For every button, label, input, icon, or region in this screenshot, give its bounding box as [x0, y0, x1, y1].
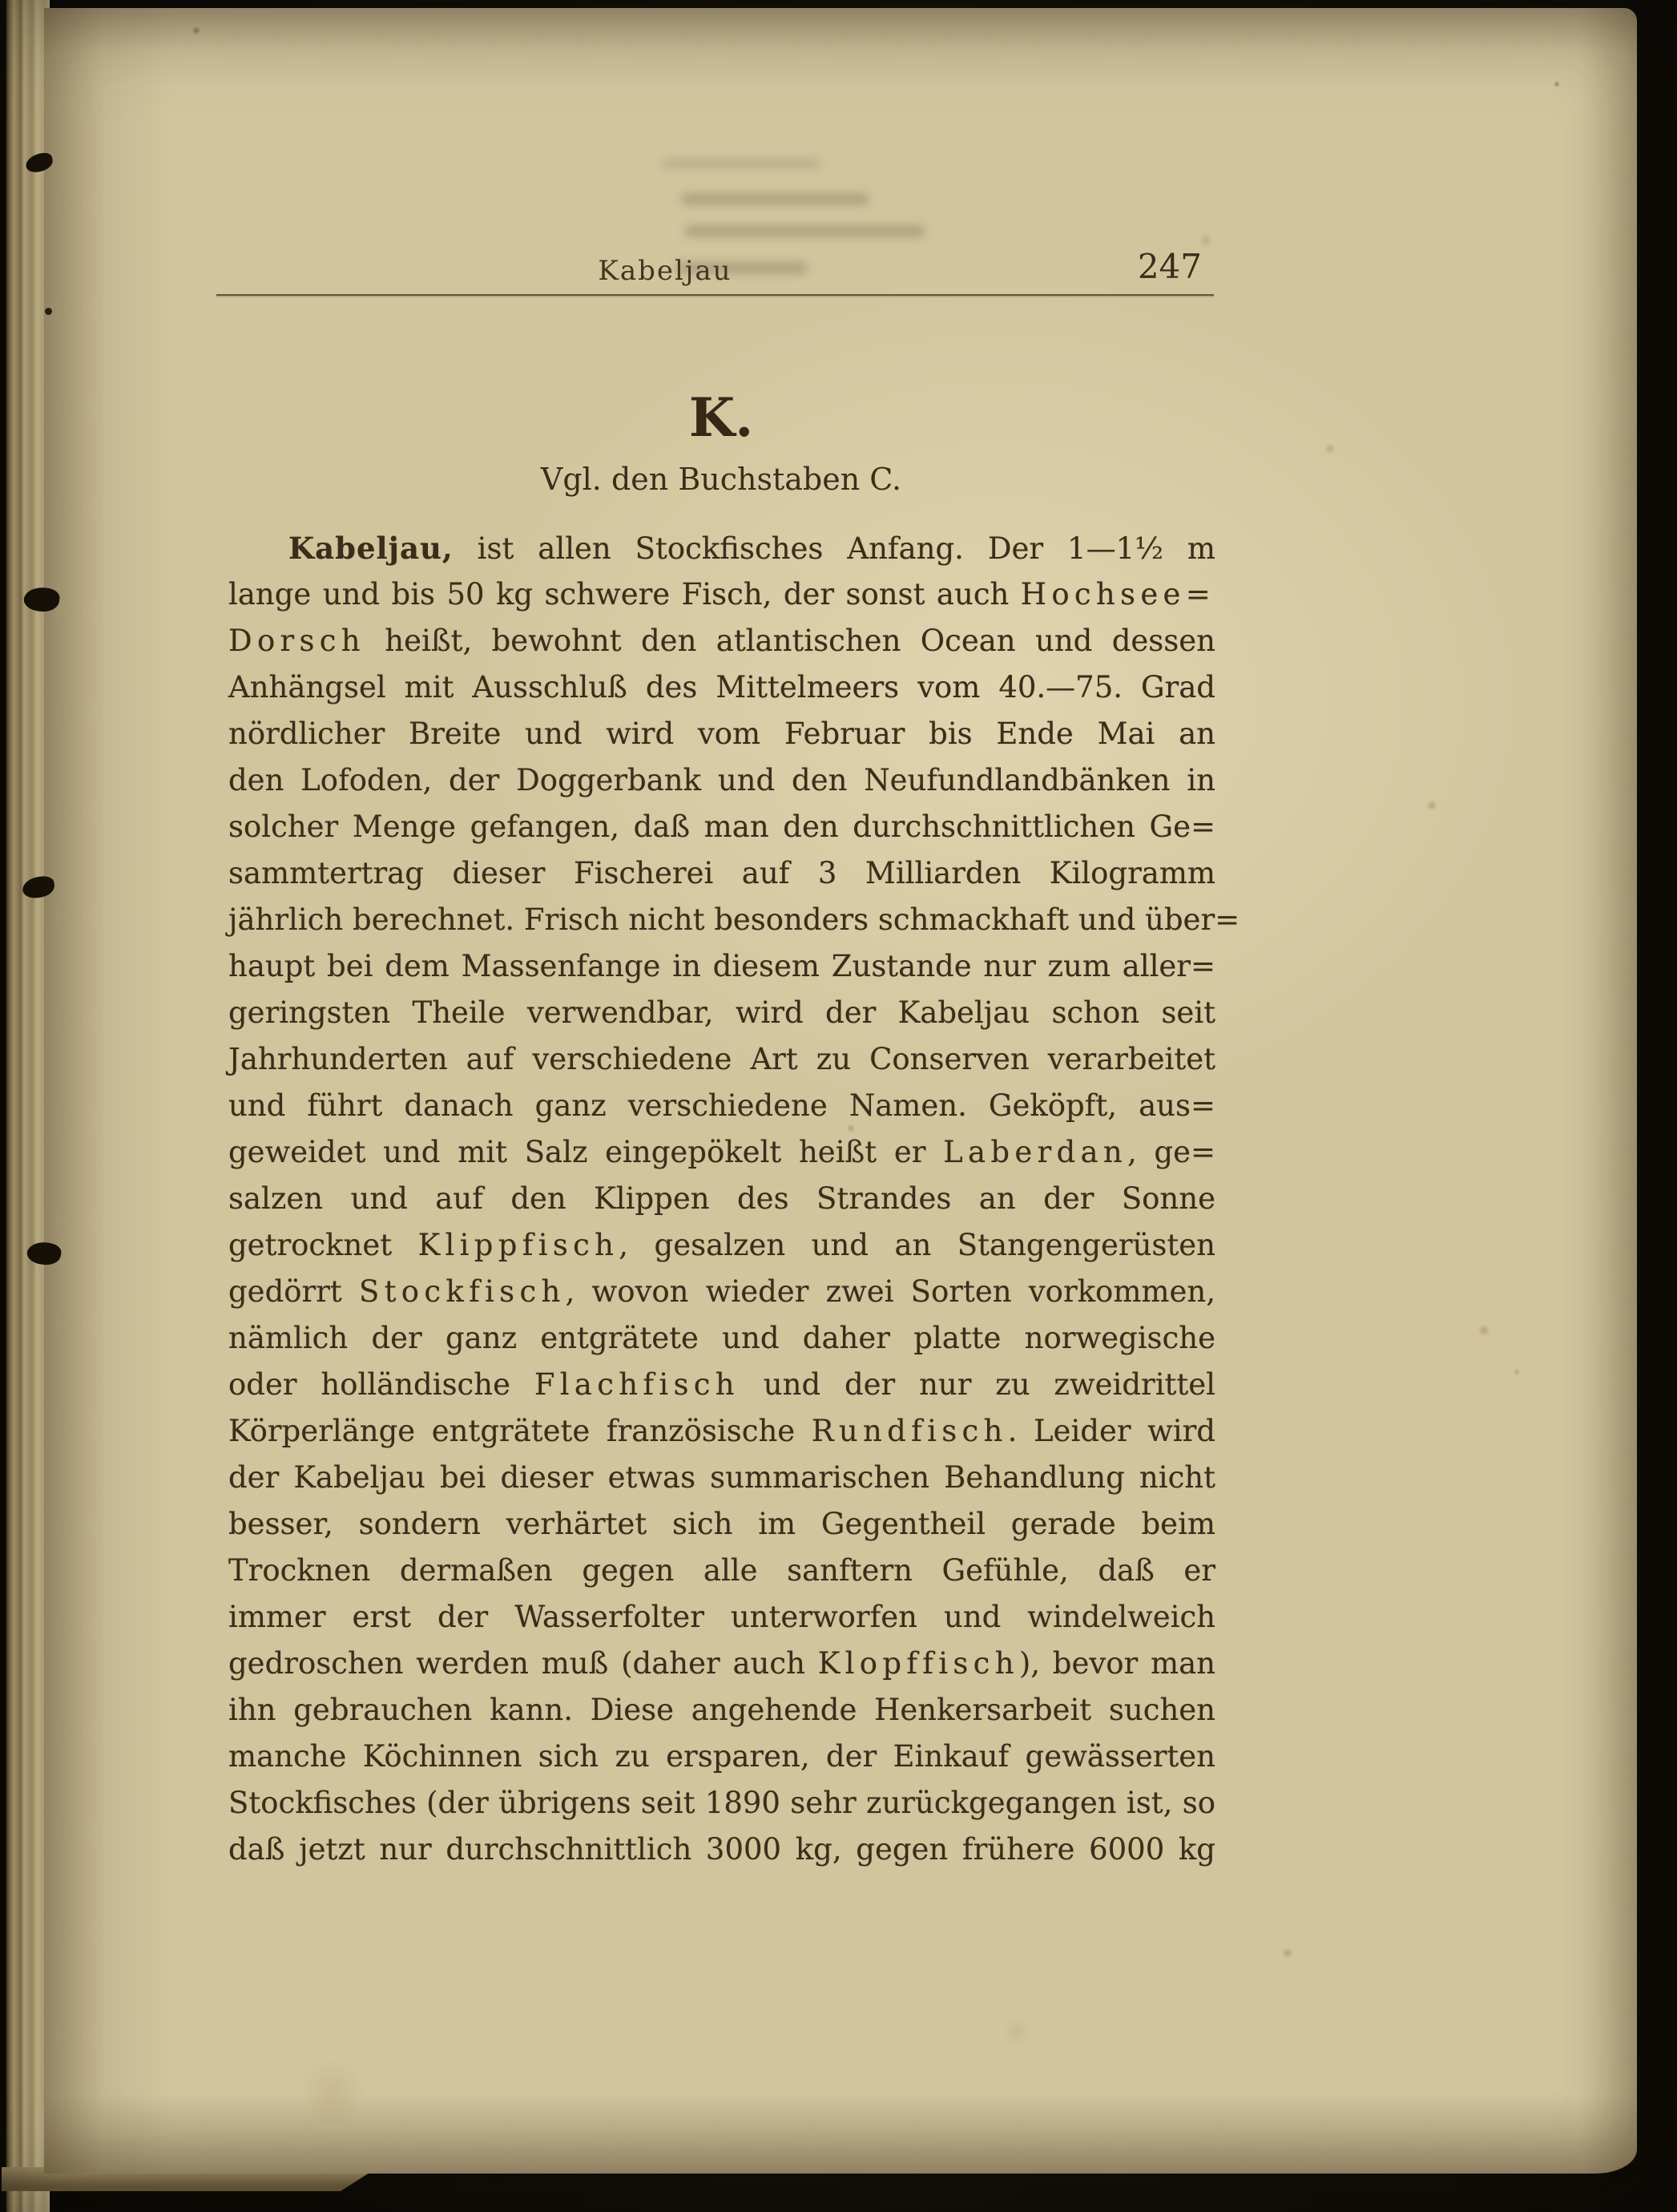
text-segment: den Lofoden, der Doggerbank und den Neufundlandbänken in — [228, 763, 1215, 797]
text-line — [228, 897, 1240, 943]
page-number: 247 — [1137, 247, 1202, 286]
text-segment: ), bevor man — [1018, 1646, 1215, 1681]
text-segment: und führt danach ganz verschiedene Namen. Geköpft, aus= — [228, 1088, 1215, 1123]
show-through-smudge — [685, 226, 925, 236]
text-line — [228, 1315, 1215, 1362]
text-segment: salzen und auf den Klippen des Strandes an der Sonne — [228, 1181, 1215, 1216]
header-rule — [216, 294, 1214, 296]
text-line — [228, 1269, 1215, 1315]
text-line — [228, 1129, 1215, 1176]
text-segment: immer erst der Wasserfolter unterworfen und windelweich — [228, 1600, 1215, 1634]
text-line — [228, 990, 1215, 1036]
text-line — [228, 1176, 1215, 1222]
emphasized-term: Stockfisch — [358, 1274, 566, 1309]
text-segment: jährlich berechnet. Frisch nicht besonders schmackhaft und über= — [228, 902, 1240, 937]
text-line — [228, 943, 1215, 990]
emphasized-term: Dorsch — [228, 624, 365, 658]
text-segment: haupt bei dem Massenfange in diesem Zustande nur zum aller= — [228, 949, 1215, 983]
text-line — [228, 1408, 1215, 1455]
text-segment: Stockfisches (der übrigens seit 1890 sehr zurückgegangen ist, so — [228, 1786, 1215, 1820]
emphasized-term: Hochsee= — [1020, 577, 1215, 612]
text-segment: geweidet und mit Salz eingepökelt heißt er — [228, 1135, 944, 1169]
article-lines — [228, 525, 1240, 1873]
text-segment: , ge= — [1127, 1135, 1215, 1169]
text-segment: , wovon wieder zwei Sorten vorkommen, — [565, 1274, 1215, 1309]
text-segment: heißt, bewohnt den atlantischen Ocean und dessen — [365, 624, 1215, 658]
text-segment: sammtertrag dieser Fischerei auf 3 Milliarden Kilogramm — [228, 856, 1215, 890]
text-segment: geringsten Theile verwendbar, wird der Kabeljau schon seit — [228, 995, 1215, 1030]
section-subheading: Vgl. den Buchstaben C. — [540, 462, 902, 497]
text-line — [228, 850, 1215, 897]
text-segment: besser, sondern verhärtet sich im Gegentheil gerade beim — [228, 1507, 1215, 1541]
text-segment: Jahrhunderten auf verschiedene Art zu Conserven verarbeitet — [228, 1042, 1215, 1076]
text-line — [228, 1036, 1215, 1083]
book-page-edges — [0, 0, 50, 2212]
text-line — [228, 1362, 1215, 1408]
show-through-smudge — [661, 159, 821, 168]
text-line — [228, 711, 1215, 757]
show-through-smudge — [681, 194, 869, 204]
text-line — [228, 1734, 1215, 1780]
text-line — [228, 1594, 1215, 1641]
text-segment: und der nur zu zweidrittel — [739, 1367, 1215, 1402]
text-segment: manche Köchinnen sich zu ersparen, der Einkauf gewässerten — [228, 1739, 1215, 1774]
text-line — [228, 525, 1215, 571]
text-segment: . Leider wird — [1007, 1414, 1215, 1448]
emphasized-term: Klippfisch — [417, 1228, 619, 1262]
text-line — [228, 1641, 1215, 1687]
text-segment: Körperlänge entgrätete französische — [228, 1414, 812, 1448]
text-segment: ist allen Stockfisches Anfang. Der 1—1½ m — [453, 531, 1215, 566]
text-line — [228, 757, 1215, 804]
text-segment: ihn gebrauchen kann. Diese angehende Henkersarbeit suchen — [228, 1693, 1215, 1727]
text-line — [228, 804, 1215, 850]
section-heading: K. — [688, 386, 754, 449]
text-segment: , gesalzen und an Stangengerüsten — [619, 1228, 1215, 1262]
text-line — [228, 664, 1215, 711]
emphasized-term: Rundfisch — [811, 1414, 1008, 1448]
text-line — [228, 1455, 1215, 1501]
emphasized-term: Flachfisch — [534, 1367, 740, 1402]
emphasized-term: Laberdan — [943, 1135, 1127, 1169]
text-segment: gedörrt — [228, 1274, 359, 1309]
text-segment: getrocknet — [228, 1228, 418, 1262]
text-segment: nördlicher Breite und wird vom Februar bis Ende Mai an — [228, 716, 1215, 751]
text-segment: lange und bis 50 kg schwere Fisch, der sonst auch — [228, 577, 1021, 612]
text-segment: Trocknen dermaßen gegen alle sanftern Gefühle, daß er — [228, 1553, 1215, 1588]
text-line — [228, 1501, 1215, 1548]
text-line — [228, 1222, 1215, 1269]
text-line — [228, 1780, 1215, 1827]
lead-word: Kabeljau, — [288, 531, 454, 566]
text-segment: solcher Menge gefangen, daß man den durchschnittlichen Ge= — [228, 809, 1215, 844]
text-segment: Anhängsel mit Ausschluß des Mittelmeers vom 40.—75. Grad — [228, 670, 1215, 704]
wormhole-mark — [45, 308, 52, 315]
text-line — [228, 1548, 1215, 1594]
text-segment: der Kabeljau bei dieser etwas summarischen Behandlung nicht — [228, 1460, 1215, 1495]
text-segment: oder holländische — [228, 1367, 534, 1402]
text-segment: gedroschen werden muß (daher auch — [228, 1646, 818, 1681]
text-segment: nämlich der ganz entgrätete und daher platte norwegische — [228, 1321, 1215, 1355]
text-segment: daß jetzt nur durchschnittlich 3000 kg, gegen frühere 6000 kg — [228, 1832, 1215, 1867]
running-head: Kabeljau — [598, 255, 732, 287]
text-line — [228, 1827, 1215, 1873]
emphasized-term: Klopffisch — [817, 1646, 1019, 1681]
text-line — [228, 571, 1215, 618]
text-line — [228, 1083, 1215, 1129]
text-line — [228, 1687, 1215, 1734]
text-line — [228, 618, 1215, 664]
book-page — [44, 8, 1637, 2174]
